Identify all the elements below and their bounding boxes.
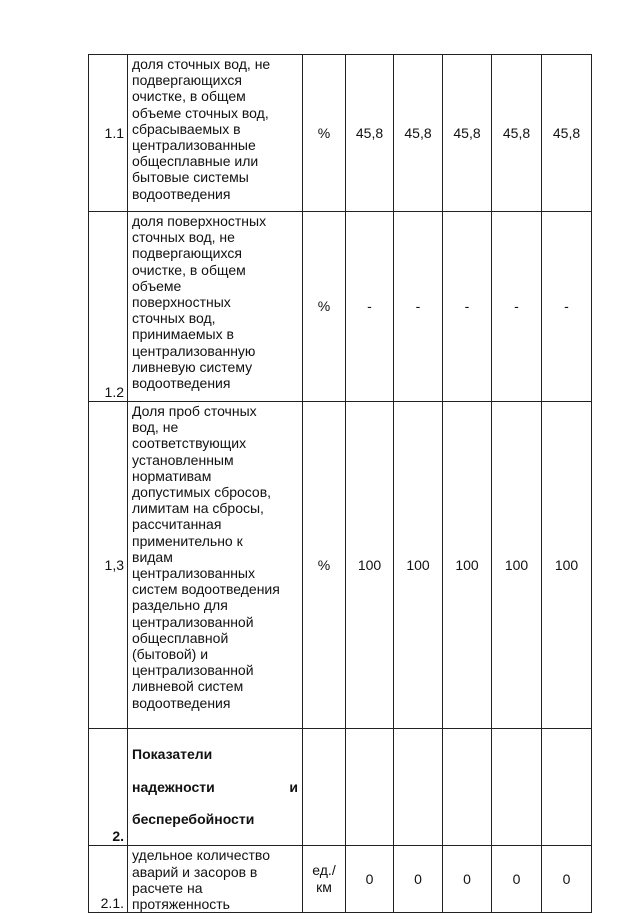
row-value: 45,8 [346, 55, 394, 212]
row-value: 45,8 [542, 55, 592, 212]
row-description [128, 729, 303, 846]
section-title-line [132, 779, 298, 795]
table-row [89, 846, 592, 913]
row-value: 100 [542, 402, 592, 729]
row-unit: % [303, 212, 346, 402]
section-title-line: Показатели [132, 746, 213, 763]
row-value: - [443, 212, 492, 402]
unit-line: ед./ [312, 862, 336, 879]
row-number: 1,3 [89, 402, 128, 729]
row-value: - [542, 212, 592, 402]
indicators-table [88, 54, 592, 913]
row-unit: % [303, 402, 346, 729]
table-row [89, 212, 592, 402]
row-description: доля сточных вод, не подвергающихся очистке, в общем объеме сточных вод, сбрасываемых в централизованные общесплавные или бытовые системы водоотведения [128, 55, 303, 212]
row-value: - [394, 212, 443, 402]
row-value: - [346, 212, 394, 402]
row-value: 0 [346, 846, 394, 913]
table-row [89, 729, 592, 846]
row-number: 1.1 [89, 55, 128, 212]
row-number: 1.2 [89, 212, 128, 402]
row-unit: % [303, 55, 346, 212]
section-title-line: бесперебойности [132, 811, 255, 828]
row-unit [303, 729, 346, 846]
row-value: 100 [346, 402, 394, 729]
row-value [346, 729, 394, 846]
row-number: 2.1. [89, 846, 128, 913]
row-value: 0 [443, 846, 492, 913]
unit-line: км [316, 879, 332, 896]
row-value [394, 729, 443, 846]
row-description: Доля проб сточных вод, не соответствующих установленным нормативам допустимых сбросов, лимитам на сбросы, рассчитанная применительно к видам централизованных систем водоотведения раздельно для централизованной общесплавной (бытовой) и централизованной ливневой систем водоотведения [128, 402, 303, 729]
table-row [89, 402, 592, 729]
row-number: 2. [89, 729, 128, 846]
section-title-word: и [289, 778, 298, 795]
row-value: 45,8 [492, 55, 542, 212]
row-value: - [492, 212, 542, 402]
row-value: 0 [542, 846, 592, 913]
row-value [443, 729, 492, 846]
row-value: 100 [443, 402, 492, 729]
row-value: 0 [492, 846, 542, 913]
table-row [89, 55, 592, 212]
row-value: 100 [394, 402, 443, 729]
row-value [542, 729, 592, 846]
row-value: 45,8 [394, 55, 443, 212]
row-value: 45,8 [443, 55, 492, 212]
row-description: доля поверхностных сточных вод, не подвергающихся очистке, в общем объеме поверхностных сточных вод, принимаемых в централизованную ливневую систему водоотведения [128, 212, 303, 402]
row-unit [303, 846, 346, 913]
row-description: удельное количество аварий и засоров в расчете на протяженность [128, 846, 303, 913]
row-value: 100 [492, 402, 542, 729]
row-value [492, 729, 542, 846]
row-value: 0 [394, 846, 443, 913]
section-title-word: надежности [132, 778, 215, 795]
